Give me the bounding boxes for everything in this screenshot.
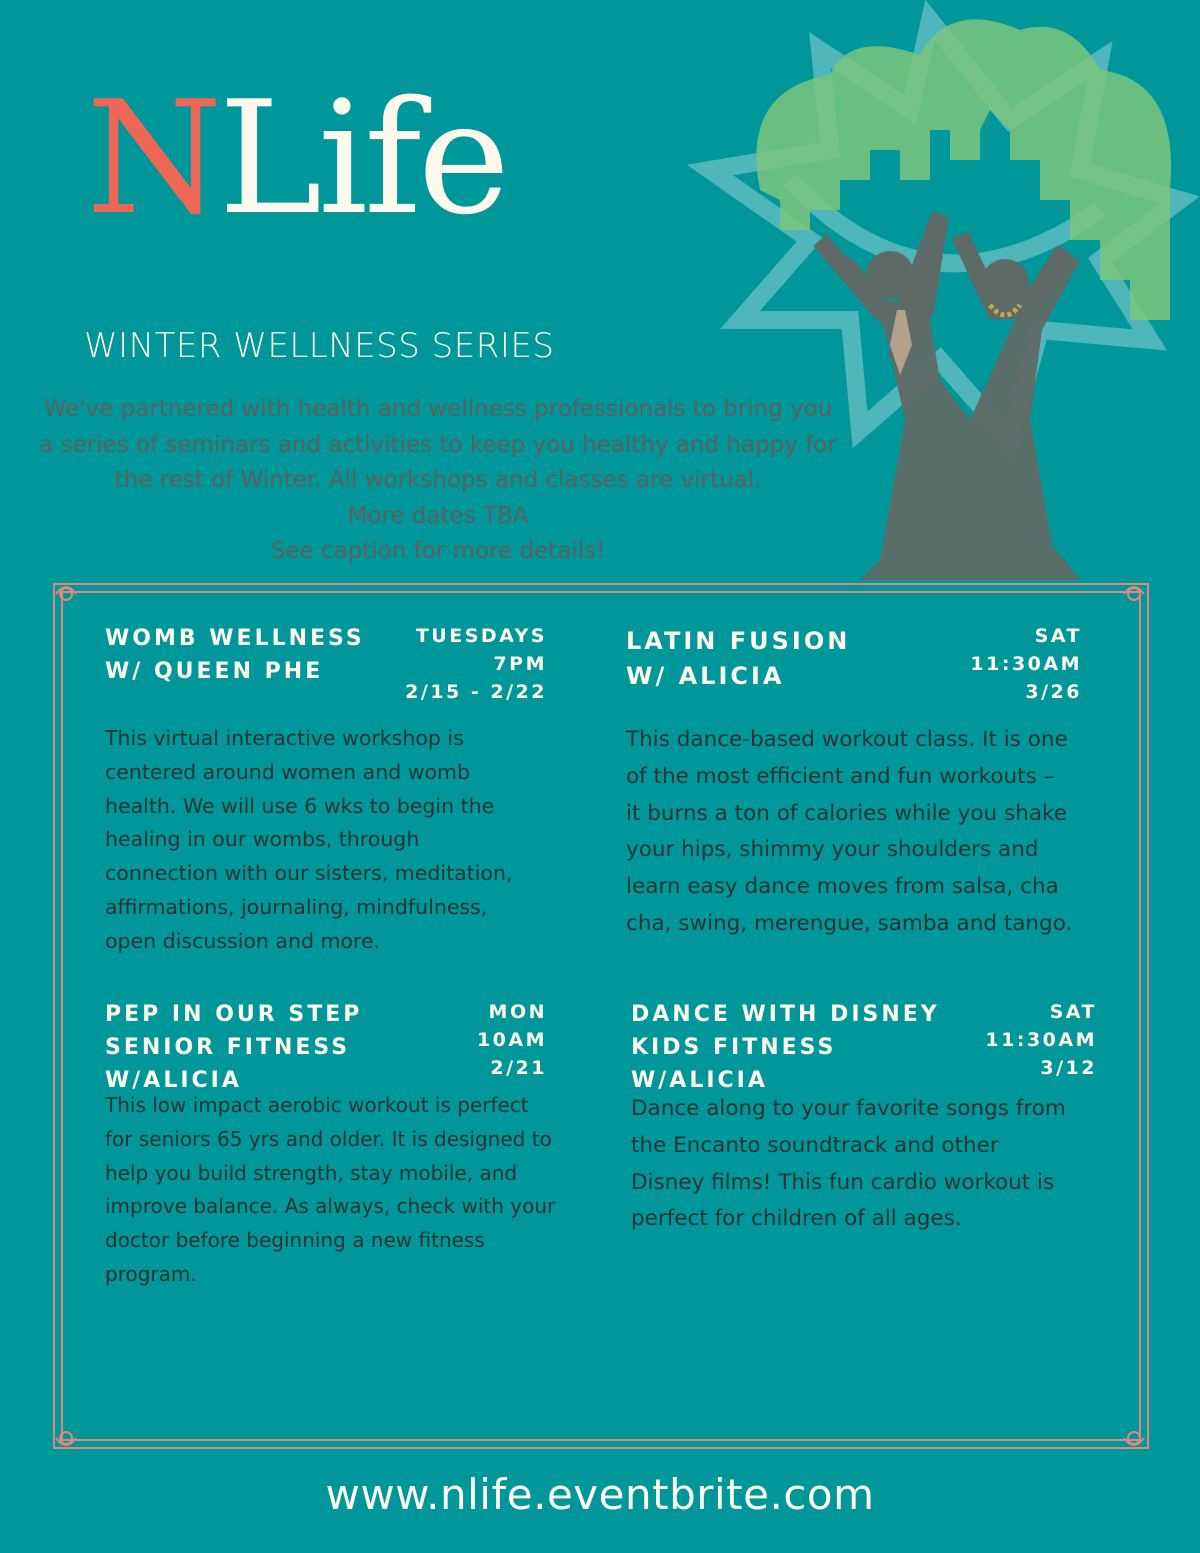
description-line: the Encanto soundtrack and other: [631, 1132, 999, 1158]
event-title-line: KIDS FITNESS: [631, 1035, 837, 1060]
intro-line: the rest of Winter. All workshops and classes are virtual.: [114, 467, 762, 493]
event-date: 3/12: [1040, 1057, 1097, 1079]
description-line: This low impact aerobic workout is perfect: [105, 1093, 529, 1117]
description-line: improve balance. As always, check with your: [105, 1194, 556, 1219]
event-description: [626, 722, 1072, 943]
event-title-line: W/ QUEEN PHE: [105, 659, 324, 684]
event-title: [105, 998, 362, 1097]
event-description: [105, 722, 512, 959]
series-title: WINTER WELLNESS SERIES: [84, 326, 555, 366]
description-line: of the most efficient and fun workouts –: [626, 763, 1055, 789]
intro-line: More dates TBA: [347, 502, 529, 529]
description-line: healing in our wombs, through: [105, 827, 420, 852]
event-time: 11:30AM: [985, 1029, 1097, 1051]
description-line: open discussion and more.: [105, 928, 381, 953]
event-title-line: WOMB WELLNESS: [105, 626, 365, 651]
intro-line: See caption for more details!: [270, 538, 606, 564]
event-title: [626, 624, 850, 694]
event-time: 10AM: [476, 1029, 547, 1051]
description-line: This dance-based workout class. It is one: [626, 727, 1068, 752]
event-title: [631, 998, 940, 1097]
description-line: doctor before beginning a new fitness: [105, 1228, 485, 1253]
event-description: [631, 1091, 1066, 1238]
description-line: Dance along to your favorite songs from: [631, 1096, 1066, 1121]
event-schedule: [970, 622, 1082, 706]
description-line: cha, swing, merengue, samba and tango.: [626, 910, 1073, 936]
event-title-line: W/ALICIA: [105, 1068, 242, 1093]
description-line: your hips, shimmy your shoulders and: [626, 837, 1039, 863]
eventbrite-link[interactable]: www.nlife.eventbrite.com: [325, 1470, 875, 1519]
description-line: centered around women and womb: [105, 759, 471, 784]
event-day: SAT: [1034, 625, 1082, 647]
intro-line: a series of seminars and activities to keep you healthy and happy for: [39, 431, 837, 458]
description-line: This virtual interactive workshop is: [105, 726, 464, 750]
description-line: affirmations, journaling, mindfulness,: [105, 894, 488, 919]
intro-text: [34, 392, 842, 570]
event-day: MON: [488, 1001, 547, 1023]
description-line: program.: [105, 1261, 197, 1286]
event-day: TUESDAYS: [415, 625, 547, 647]
event-date: 2/15 - 2/22: [405, 681, 547, 703]
nlife-logo: [86, 67, 507, 249]
description-line: learn easy dance moves from salsa, cha: [626, 874, 1059, 900]
logo-wordmark: Life: [218, 67, 507, 249]
event-schedule: [477, 998, 547, 1082]
event-description: [105, 1089, 555, 1292]
event-day: SAT: [1049, 1001, 1097, 1023]
description-line: connection with our sisters, meditation,: [105, 861, 513, 886]
event-date: 2/21: [490, 1057, 547, 1079]
event-time: 7PM: [493, 653, 547, 675]
event-title: [105, 622, 365, 688]
event-title-line: PEP IN OUR STEP: [105, 1002, 363, 1027]
event-time: 11:30AM: [970, 653, 1082, 675]
event-schedule: [405, 622, 547, 706]
event-title-line: SENIOR FITNESS: [105, 1035, 351, 1060]
logo-initial: N: [86, 67, 219, 249]
description-line: health. We will use 6 wks to begin the: [105, 793, 495, 818]
description-line: perfect for children of all ages.: [631, 1206, 962, 1232]
description-line: help you build strength, stay mobile, and: [105, 1160, 518, 1185]
description-line: for seniors 65 yrs and older. It is designed to: [105, 1126, 552, 1151]
event-date: 3/26: [1025, 681, 1082, 703]
description-line: Disney films! This fun cardio workout is: [631, 1169, 1055, 1195]
event-title-line: W/ ALICIA: [626, 662, 785, 690]
event-schedule: [985, 998, 1097, 1082]
event-title-line: W/ALICIA: [631, 1068, 768, 1093]
event-title-line: LATIN FUSION: [626, 627, 851, 655]
event-title-line: DANCE WITH DISNEY: [631, 1002, 940, 1027]
intro-line: We've partnered with health and wellness professionals to bring you: [43, 396, 833, 422]
description-line: it burns a ton of calories while you shake: [626, 800, 1067, 826]
